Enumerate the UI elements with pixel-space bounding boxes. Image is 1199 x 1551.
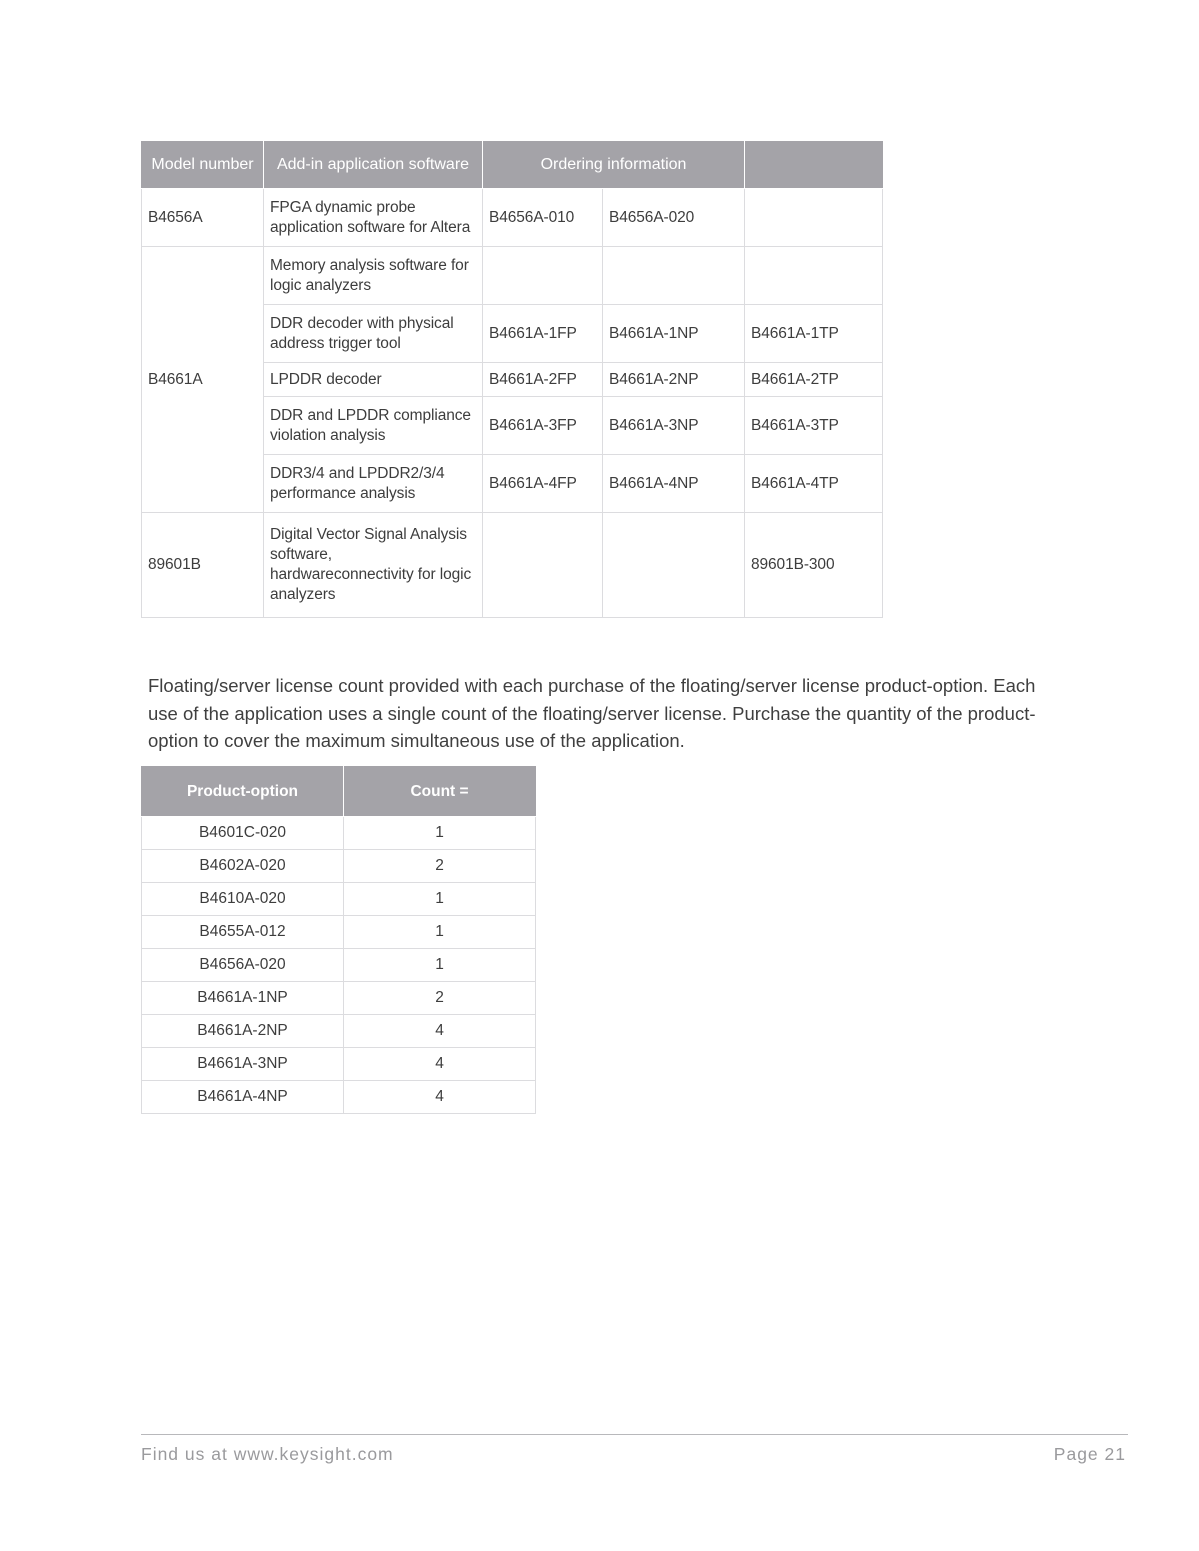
order-cell: B4661A-2TP bbox=[745, 363, 883, 397]
header-count: Count = bbox=[344, 767, 536, 817]
order-cell: B4661A-3TP bbox=[745, 397, 883, 455]
header-model-number: Model number bbox=[142, 142, 264, 189]
product-option-cell: B4655A-012 bbox=[142, 916, 344, 949]
order-cell bbox=[745, 247, 883, 305]
count-cell: 4 bbox=[344, 1015, 536, 1048]
table-row bbox=[142, 247, 883, 305]
order-cell: B4661A-2FP bbox=[483, 363, 603, 397]
table-row bbox=[142, 817, 536, 850]
software-cell: LPDDR decoder bbox=[264, 363, 483, 397]
order-cell: B4656A-020 bbox=[603, 189, 745, 247]
software-cell: DDR3/4 and LPDDR2/3/4 performance analysis bbox=[264, 455, 483, 513]
order-cell bbox=[745, 189, 883, 247]
order-cell bbox=[483, 513, 603, 618]
order-cell: B4661A-4NP bbox=[603, 455, 745, 513]
table-row bbox=[142, 982, 536, 1015]
order-cell bbox=[603, 247, 745, 305]
model-cell: 89601B bbox=[142, 513, 264, 618]
order-cell: B4661A-3FP bbox=[483, 397, 603, 455]
product-option-cell: B4661A-4NP bbox=[142, 1081, 344, 1114]
order-cell: B4661A-1TP bbox=[745, 305, 883, 363]
table-row bbox=[142, 1015, 536, 1048]
license-count-table bbox=[141, 766, 536, 1114]
software-cell: Digital Vector Signal Analysis software, hardwareconnectivity for logic analyzers bbox=[264, 513, 483, 618]
order-cell: B4661A-4FP bbox=[483, 455, 603, 513]
table-row bbox=[142, 189, 883, 247]
count-cell: 2 bbox=[344, 982, 536, 1015]
software-cell: Memory analysis software for logic analyzers bbox=[264, 247, 483, 305]
product-option-cell: B4661A-2NP bbox=[142, 1015, 344, 1048]
footer-website: Find us at www.keysight.com bbox=[141, 1444, 394, 1464]
table-row bbox=[142, 513, 883, 618]
table-row bbox=[142, 1081, 536, 1114]
table-row bbox=[142, 850, 536, 883]
header-empty bbox=[745, 142, 883, 189]
count-cell: 1 bbox=[344, 817, 536, 850]
count-cell: 1 bbox=[344, 949, 536, 982]
software-cell: DDR and LPDDR compliance violation analysis bbox=[264, 397, 483, 455]
count-table-header bbox=[142, 767, 536, 817]
count-cell: 2 bbox=[344, 850, 536, 883]
count-cell: 1 bbox=[344, 916, 536, 949]
order-cell: B4661A-4TP bbox=[745, 455, 883, 513]
model-cell: B4656A bbox=[142, 189, 264, 247]
count-cell: 4 bbox=[344, 1081, 536, 1114]
product-option-cell: B4601C-020 bbox=[142, 817, 344, 850]
order-cell bbox=[603, 513, 745, 618]
order-cell: B4661A-2NP bbox=[603, 363, 745, 397]
product-option-cell: B4661A-1NP bbox=[142, 982, 344, 1015]
product-option-cell: B4610A-020 bbox=[142, 883, 344, 916]
order-cell: B4661A-3NP bbox=[603, 397, 745, 455]
table-row bbox=[142, 1048, 536, 1081]
model-cell: B4661A bbox=[142, 247, 264, 513]
license-paragraph: Floating/server license count provided with each purchase of the floating/server license product-option. Each use of the application uses a single count of the floating/server license. Purchase the quantity of the product-option to cover the maximum simultaneous use of the application. bbox=[148, 675, 1036, 751]
product-option-cell: B4661A-3NP bbox=[142, 1048, 344, 1081]
header-product-option: Product-option bbox=[142, 767, 344, 817]
order-cell: B4661A-1NP bbox=[603, 305, 745, 363]
order-cell: B4656A-010 bbox=[483, 189, 603, 247]
ordering-table bbox=[141, 141, 883, 618]
table-row bbox=[142, 916, 536, 949]
count-cell: 1 bbox=[344, 883, 536, 916]
product-option-cell: B4656A-020 bbox=[142, 949, 344, 982]
ordering-table-header bbox=[142, 142, 883, 189]
order-cell: B4661A-1FP bbox=[483, 305, 603, 363]
software-cell: FPGA dynamic probe application software for Altera bbox=[264, 189, 483, 247]
table-row bbox=[142, 883, 536, 916]
table-row bbox=[142, 949, 536, 982]
header-ordering-information: Ordering information bbox=[483, 142, 745, 189]
count-cell: 4 bbox=[344, 1048, 536, 1081]
order-cell: 89601B-300 bbox=[745, 513, 883, 618]
footer-divider bbox=[141, 1434, 1128, 1435]
software-cell: DDR decoder with physical address trigger tool bbox=[264, 305, 483, 363]
page-number: Page 21 bbox=[1053, 1444, 1126, 1464]
product-option-cell: B4602A-020 bbox=[142, 850, 344, 883]
header-add-in-software: Add-in application software bbox=[264, 142, 483, 189]
order-cell bbox=[483, 247, 603, 305]
